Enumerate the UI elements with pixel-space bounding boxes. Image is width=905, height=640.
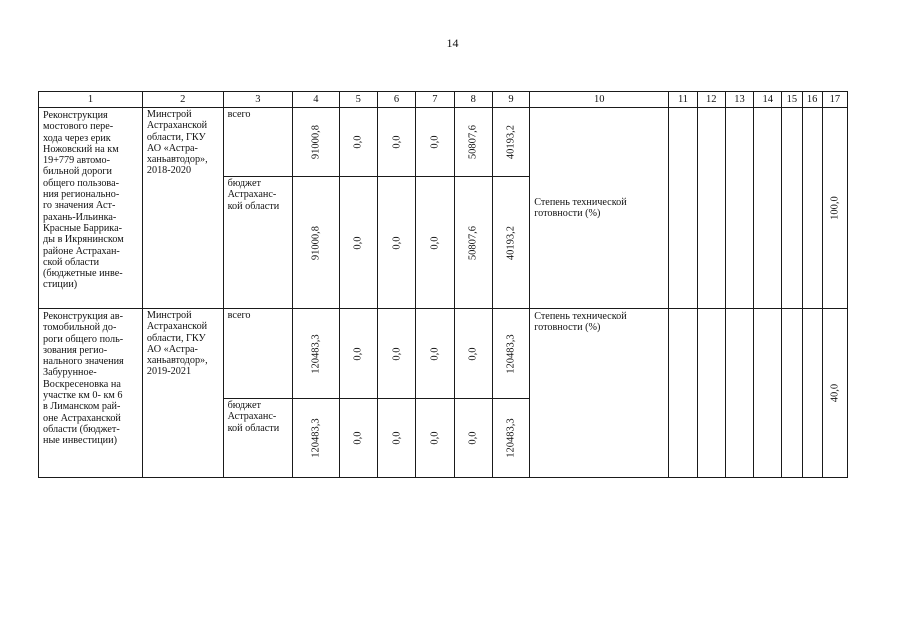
empty-cell xyxy=(725,108,753,309)
indicator-text: готовности (%) xyxy=(534,322,601,334)
column-number: 2 xyxy=(142,92,223,108)
table-row xyxy=(39,108,848,177)
value-cell: 0,0 xyxy=(454,399,492,478)
investment-table xyxy=(38,91,848,478)
column-number: 8 xyxy=(454,92,492,108)
value-cell: 0,0 xyxy=(454,309,492,399)
executor: Минстрой Астраханской области, ГКУ АО «Астра- ханьавтодор», 2018-2020 xyxy=(142,108,223,309)
column-number: 10 xyxy=(530,92,669,108)
table-row xyxy=(39,309,848,399)
value-cell: 0,0 xyxy=(377,399,415,478)
value-cell: 40193,2 xyxy=(492,108,529,177)
executor: Минстрой Астраханской области, ГКУ АО «Астра- ханьавтодор», 2019-2021 xyxy=(142,309,223,478)
column-number: 12 xyxy=(697,92,725,108)
value-cell: 120483,3 xyxy=(492,399,529,478)
empty-cell xyxy=(754,108,782,309)
column-number: 1 xyxy=(39,92,143,108)
value-cell: 120483,3 xyxy=(293,399,339,478)
column-number: 14 xyxy=(754,92,782,108)
value-cell: 40193,2 xyxy=(492,177,529,309)
value-cell: 0,0 xyxy=(339,399,377,478)
object-name: Реконструкция ав- томобильной до- роги общего поль- зования регио- нального значения Забурунное- Воскресеновка на участке км 0- км 6 в Лиманском рай- оне Астраханской области (бюджет- ные инвестиции) xyxy=(39,309,143,478)
empty-cell xyxy=(802,108,822,309)
value-cell: 0,0 xyxy=(339,108,377,177)
value-cell: 91000,8 xyxy=(293,108,339,177)
column-number: 13 xyxy=(725,92,753,108)
funding-source: всего xyxy=(223,108,293,177)
indicator xyxy=(530,108,669,309)
empty-cell xyxy=(669,309,697,478)
target-value: 100,0 xyxy=(822,108,847,309)
value-cell: 0,0 xyxy=(416,108,454,177)
indicator-text: Степень технической xyxy=(534,196,627,208)
column-number: 9 xyxy=(492,92,529,108)
empty-cell xyxy=(669,108,697,309)
value-cell: 0,0 xyxy=(377,177,415,309)
column-number: 11 xyxy=(669,92,697,108)
value-cell: 50807,6 xyxy=(454,108,492,177)
value-cell: 0,0 xyxy=(339,177,377,309)
indicator-text: Степень технической xyxy=(534,311,627,322)
funding-source: бюджет Астраханс- кой области xyxy=(223,399,293,478)
column-number: 17 xyxy=(822,92,847,108)
empty-cell xyxy=(697,108,725,309)
column-number: 16 xyxy=(802,92,822,108)
column-number: 5 xyxy=(339,92,377,108)
column-number: 3 xyxy=(223,92,293,108)
empty-cell xyxy=(725,309,753,478)
funding-source: бюджет Астраханс- кой области xyxy=(223,177,293,309)
indicator-text: готовности (%) xyxy=(534,208,601,219)
empty-cell xyxy=(754,309,782,478)
empty-cell xyxy=(782,309,802,478)
empty-cell xyxy=(697,309,725,478)
value-cell: 0,0 xyxy=(377,108,415,177)
value-cell: 0,0 xyxy=(416,399,454,478)
value-cell: 0,0 xyxy=(416,177,454,309)
value-cell: 50807,6 xyxy=(454,177,492,309)
value-cell: 0,0 xyxy=(377,309,415,399)
column-number: 7 xyxy=(416,92,454,108)
column-number: 6 xyxy=(377,92,415,108)
empty-cell xyxy=(802,309,822,478)
target-value: 40,0 xyxy=(822,309,847,478)
empty-cell xyxy=(782,108,802,309)
object-name: Реконструкция мостового пере- хода через ерик Ножовский на км 19+779 автомо- бильной дороги общего пользова- ния регионально- го значения Аст- рахань-Ильинка- Красные Баррика- ды в Икрянинском районе Астрахан- ской области (бюджетные инве- стиции) xyxy=(39,108,143,309)
value-cell: 0,0 xyxy=(416,309,454,399)
column-number: 15 xyxy=(782,92,802,108)
column-number: 4 xyxy=(293,92,339,108)
indicator xyxy=(530,309,669,478)
value-cell: 0,0 xyxy=(339,309,377,399)
funding-source: всего xyxy=(223,309,293,399)
value-cell: 91000,8 xyxy=(293,177,339,309)
page-number: 14 xyxy=(446,36,459,50)
header-row xyxy=(39,92,848,108)
value-cell: 120483,3 xyxy=(293,309,339,399)
value-cell: 120483,3 xyxy=(492,309,529,399)
